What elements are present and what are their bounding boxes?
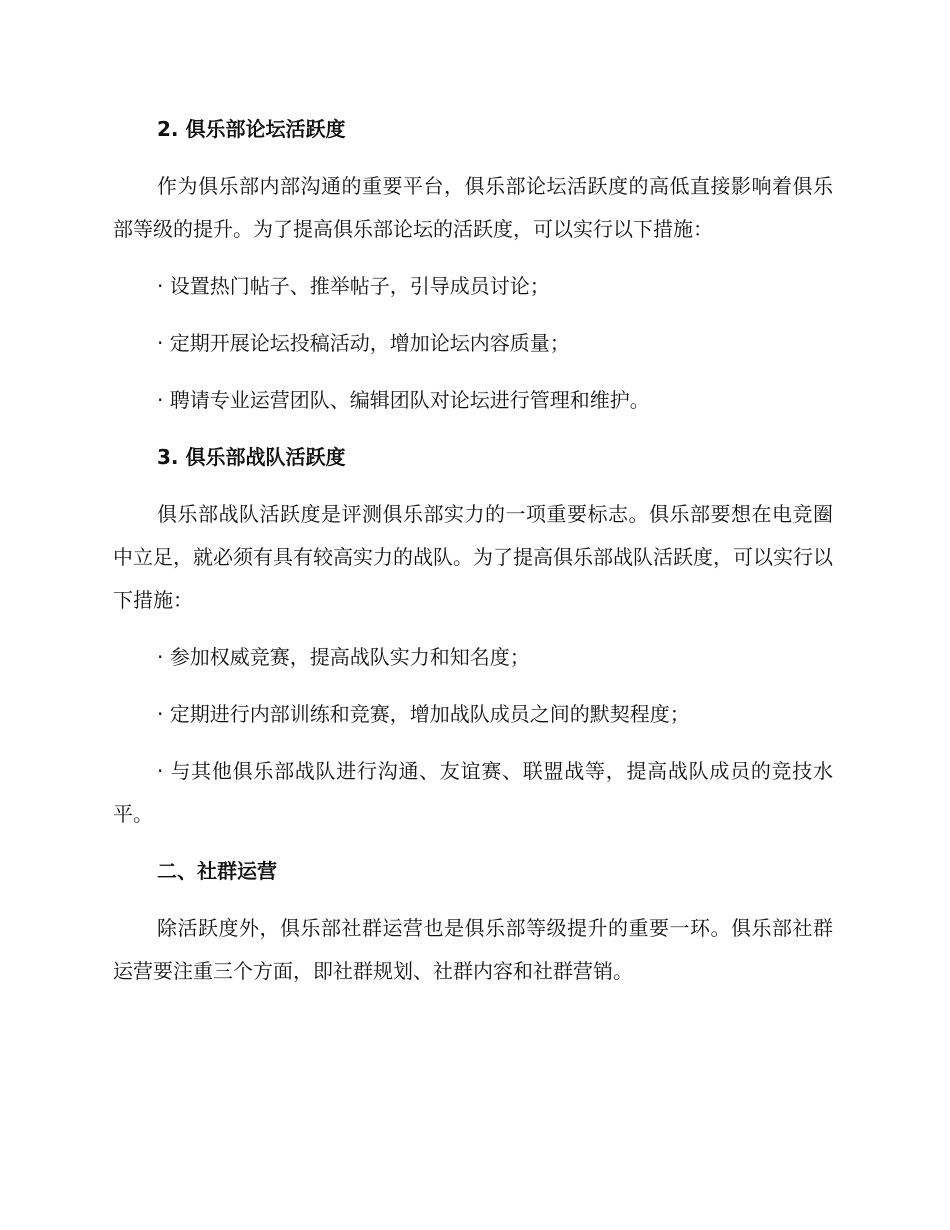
bullet-friendly-matches: · 与其他俱乐部战队进行沟通、友谊赛、联盟战等，提高战队成员的竞技水平。 (113, 759, 833, 826)
section-heading-forum-activity: 2. 俱乐部论坛活跃度 (157, 117, 346, 141)
bullet-submission-activity: · 定期开展论坛投稿活动，增加论坛内容质量； (157, 331, 570, 355)
paragraph-team-intro: 俱乐部战队活跃度是评测俱乐部实力的一项重要标志。俱乐部要想在电竞圈中立足，就必须有具有较高实力的战队。为了提高俱乐部战队活跃度，可以实行以下措施： (113, 502, 833, 612)
bullet-operations-team: · 聘请专业运营团队、编辑团队对论坛进行管理和维护。 (157, 388, 650, 412)
section-heading-team-activity: 3. 俱乐部战队活跃度 (157, 445, 346, 469)
section-heading-community-operations: 二、社群运营 (157, 859, 277, 883)
bullet-hot-posts: · 设置热门帖子、推举帖子，引导成员讨论； (157, 274, 550, 298)
bullet-competitions: · 参加权威竞赛，提高战队实力和知名度； (157, 645, 530, 669)
paragraph-forum-intro: 作为俱乐部内部沟通的重要平台，俱乐部论坛活跃度的高低直接影响着俱乐部等级的提升。为了提高俱乐部论坛的活跃度，可以实行以下措施： (113, 174, 833, 241)
document-page (113, 108, 833, 993)
paragraph-community-intro: 除活跃度外，俱乐部社群运营也是俱乐部等级提升的重要一环。俱乐部社群运营要注重三个方面，即社群规划、社群内容和社群营销。 (113, 916, 833, 983)
bullet-internal-training: · 定期进行内部训练和竞赛，增加战队成员之间的默契程度； (157, 702, 690, 726)
